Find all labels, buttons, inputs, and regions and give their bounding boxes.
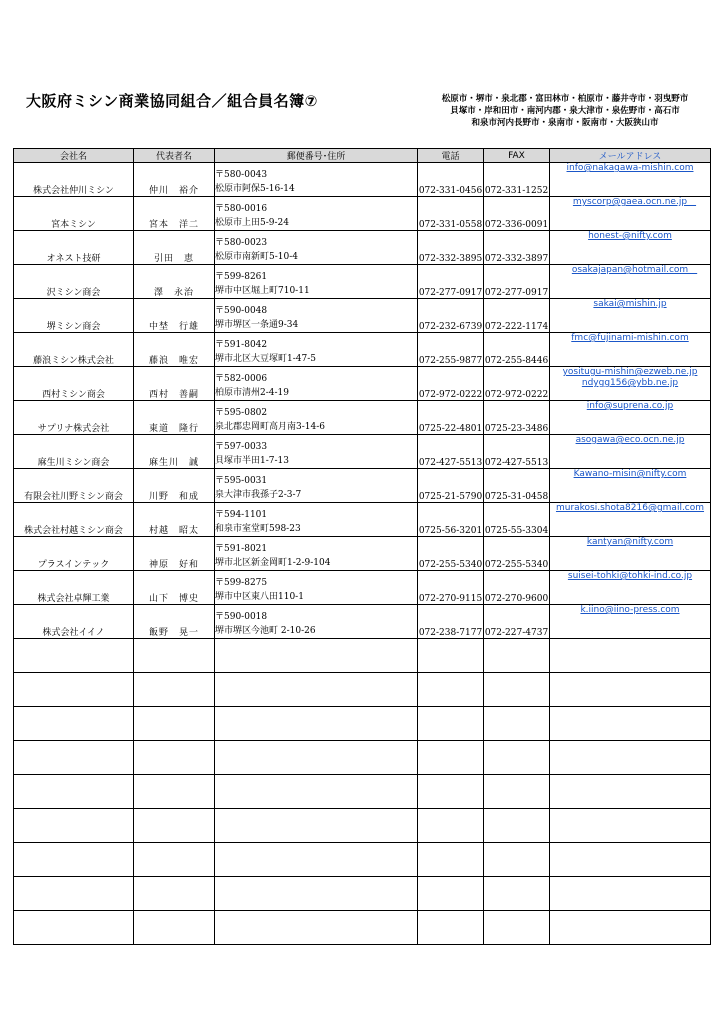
representative-name: 引田 恵 (134, 231, 215, 265)
street-address: 堺市北区新金岡町1-2-9-104 (215, 558, 331, 568)
city-line: 貝塚市・岸和田市・南河内郡・泉大津市・泉佐野市・高石市 (450, 106, 680, 116)
table-row (14, 469, 711, 503)
table-row (14, 367, 711, 401)
empty-cell (134, 911, 215, 945)
empty-cell (484, 877, 550, 911)
empty-cell (418, 639, 484, 673)
street-address: 堺市中区東八田110-1 (215, 592, 304, 602)
empty-cell (418, 843, 484, 877)
col-phone: 電話 (418, 149, 484, 163)
empty-cell (134, 707, 215, 741)
empty-cell (484, 639, 550, 673)
empty-cell (550, 809, 711, 843)
email-cell (550, 537, 711, 571)
empty-cell (550, 741, 711, 775)
empty-cell (484, 741, 550, 775)
col-fax: FAX (484, 149, 550, 163)
empty-cell (134, 877, 215, 911)
empty-cell (418, 775, 484, 809)
col-rep: 代表者名 (134, 149, 215, 163)
table-row (14, 435, 711, 469)
empty-cell (14, 843, 134, 877)
phone-number: 0725-22-4801 (418, 401, 484, 435)
email-cell (550, 163, 711, 197)
col-company: 会社名 (14, 149, 134, 163)
fax-number: 072-255-8446 (484, 333, 550, 367)
phone-number: 072-331-0558 (418, 197, 484, 231)
fax-number: 0725-55-3304 (484, 503, 550, 537)
email-cell (550, 367, 711, 401)
postal-address (215, 299, 418, 333)
representative-name: 仲川 裕介 (134, 163, 215, 197)
email-link[interactable]: asogawa@eco.ocn.ne.jp (575, 435, 685, 445)
phone-number: 0725-56-3201 (418, 503, 484, 537)
company-name: 有限会社川野ミシン商会 (14, 469, 134, 503)
email-cell (550, 571, 711, 605)
empty-cell (134, 843, 215, 877)
representative-name: 山下 博史 (134, 571, 215, 605)
fax-number: 0725-23-3486 (484, 401, 550, 435)
postal-address (215, 333, 418, 367)
postal-code: 〒580-0043 (215, 170, 268, 180)
empty-cell (484, 707, 550, 741)
postal-address (215, 605, 418, 639)
postal-code: 〒582-0006 (215, 374, 268, 384)
empty-row (14, 809, 711, 843)
email-link[interactable]: Kawano-misin@nifty.com (573, 469, 687, 479)
representative-name: 麻生川 誠 (134, 435, 215, 469)
email-link[interactable]: fmc@fujinami-mishin.com (571, 333, 689, 343)
empty-cell (550, 639, 711, 673)
empty-cell (550, 843, 711, 877)
table-row (14, 537, 711, 571)
col-address: 郵便番号･住所 (215, 149, 418, 163)
empty-row (14, 673, 711, 707)
table-row (14, 571, 711, 605)
postal-code: 〒590-0018 (215, 612, 268, 622)
postal-address (215, 231, 418, 265)
company-name: 藤浪ミシン株式会社 (14, 333, 134, 367)
postal-code: 〒591-8042 (215, 340, 268, 350)
company-name: オネスト技研 (14, 231, 134, 265)
empty-row (14, 741, 711, 775)
empty-cell (418, 707, 484, 741)
street-address: 泉大津市我孫子2-3-7 (215, 490, 302, 500)
phone-number: 072-255-9877 (418, 333, 484, 367)
phone-number: 0725-21-5790 (418, 469, 484, 503)
empty-cell (550, 673, 711, 707)
representative-name: 神原 好和 (134, 537, 215, 571)
empty-cell (418, 877, 484, 911)
postal-code: 〒599-8275 (215, 578, 268, 588)
postal-address (215, 401, 418, 435)
company-name: 麻生川ミシン商会 (14, 435, 134, 469)
fax-number: 072-222-1174 (484, 299, 550, 333)
representative-name: 藤浪 唯宏 (134, 333, 215, 367)
fax-number: 0725-31-0458 (484, 469, 550, 503)
empty-cell (550, 707, 711, 741)
fax-number: 072-255-5340 (484, 537, 550, 571)
empty-cell (484, 775, 550, 809)
email-link[interactable]: osakajapan@hotmail.com (571, 265, 698, 275)
empty-cell (14, 639, 134, 673)
empty-cell (215, 911, 418, 945)
table-row (14, 299, 711, 333)
email-link[interactable]: sakai@mishin.jp (593, 299, 667, 309)
fax-number: 072-331-1252 (484, 163, 550, 197)
phone-number: 072-238-7177 (418, 605, 484, 639)
empty-cell (550, 877, 711, 911)
city-line: 和泉市河内長野市・泉南市・阪南市・大阪狭山市 (471, 118, 659, 128)
empty-cell (418, 911, 484, 945)
empty-cell (134, 639, 215, 673)
empty-row (14, 911, 711, 945)
empty-cell (484, 809, 550, 843)
empty-row (14, 843, 711, 877)
email-cell (550, 605, 711, 639)
empty-cell (484, 843, 550, 877)
fax-number: 072-427-5513 (484, 435, 550, 469)
email-link[interactable]: suisei-tohki@tohki-ind.co.jp (567, 571, 693, 581)
email-link[interactable]: info@suprena.co.jp (586, 401, 674, 411)
phone-number: 072-332-3895 (418, 231, 484, 265)
empty-row (14, 707, 711, 741)
empty-cell (215, 877, 418, 911)
representative-name: 川野 和成 (134, 469, 215, 503)
phone-number: 072-232-6739 (418, 299, 484, 333)
company-name: 宮本ミシン (14, 197, 134, 231)
empty-cell (134, 741, 215, 775)
street-address: 松原市阿保5-16-14 (215, 184, 295, 194)
empty-cell (14, 741, 134, 775)
empty-cell (14, 911, 134, 945)
table-row (14, 163, 711, 197)
table-row (14, 401, 711, 435)
email-link[interactable]: kantyan@nifty.com (586, 537, 674, 547)
street-address: 貝塚市半田1-7-13 (215, 456, 289, 466)
email-link[interactable]: info@nakagawa-mishin.com (566, 163, 694, 173)
postal-address (215, 435, 418, 469)
page-title: 大阪府ミシン商業協同組合／組合員名簿⑦ (26, 92, 318, 110)
representative-name: 村越 昭太 (134, 503, 215, 537)
email-cell (550, 435, 711, 469)
empty-cell (484, 911, 550, 945)
empty-cell (14, 707, 134, 741)
fax-number: 072-332-3897 (484, 231, 550, 265)
email-cell (550, 401, 711, 435)
postal-code: 〒597-0033 (215, 442, 268, 452)
email-cell (550, 265, 711, 299)
empty-cell (134, 673, 215, 707)
empty-cell (215, 741, 418, 775)
representative-name: 澤 永治 (134, 265, 215, 299)
postal-address (215, 503, 418, 537)
street-address: 堺市堺区一条通9-34 (215, 320, 299, 330)
fax-number: 072-277-0917 (484, 265, 550, 299)
street-address: 和泉市室堂町598-23 (215, 524, 301, 534)
postal-code: 〒595-0031 (215, 476, 268, 486)
empty-cell (14, 809, 134, 843)
email-cell (550, 299, 711, 333)
company-name: プラスインテック (14, 537, 134, 571)
table-row (14, 197, 711, 231)
table-row (14, 265, 711, 299)
member-table (13, 148, 711, 945)
company-name: 西村ミシン商会 (14, 367, 134, 401)
postal-code: 〒580-0023 (215, 238, 268, 248)
phone-number: 072-427-5513 (418, 435, 484, 469)
company-name: 株式会社卓輝工業 (14, 571, 134, 605)
email-link[interactable]: murakosi.shota8216@gmail.com (555, 503, 705, 513)
header-row (14, 149, 711, 163)
company-name: 株式会社仲川ミシン (14, 163, 134, 197)
empty-cell (215, 775, 418, 809)
email-link[interactable]: ndygg156@ybb.ne.jp (581, 378, 679, 388)
table-row (14, 231, 711, 265)
company-name: 株式会社村越ミシン商会 (14, 503, 134, 537)
postal-address (215, 469, 418, 503)
table-row (14, 503, 711, 537)
city-line: 松原市・堺市・泉北郡・富田林市・柏原市・藤井寺市・羽曳野市 (441, 94, 689, 104)
empty-cell (14, 673, 134, 707)
empty-cell (14, 775, 134, 809)
postal-address (215, 265, 418, 299)
empty-cell (134, 775, 215, 809)
empty-cell (215, 809, 418, 843)
empty-cell (215, 639, 418, 673)
empty-cell (484, 673, 550, 707)
street-address: 泉北郡忠岡町高月南3-14-6 (215, 422, 325, 432)
phone-number: 072-277-0917 (418, 265, 484, 299)
postal-code: 〒591-8021 (215, 544, 268, 554)
postal-address (215, 537, 418, 571)
company-name: サプリナ株式会社 (14, 401, 134, 435)
email-cell (550, 197, 711, 231)
fax-number: 072-972-0222 (484, 367, 550, 401)
empty-cell (418, 673, 484, 707)
city-list (420, 93, 710, 129)
representative-name: 中埜 行雄 (134, 299, 215, 333)
email-cell (550, 469, 711, 503)
fax-number: 072-270-9600 (484, 571, 550, 605)
company-name: 株式会社イイノ (14, 605, 134, 639)
table-row (14, 605, 711, 639)
empty-cell (550, 911, 711, 945)
empty-cell (550, 775, 711, 809)
street-address: 柏原市清州2-4-19 (215, 388, 289, 398)
email-link[interactable]: k.iino@iino-press.com (580, 605, 680, 615)
phone-number: 072-255-5340 (418, 537, 484, 571)
email-link[interactable]: honest-@nifty.com (588, 231, 672, 241)
email-cell (550, 231, 711, 265)
empty-row (14, 877, 711, 911)
table-row (14, 333, 711, 367)
fax-number: 072-227-4737 (484, 605, 550, 639)
empty-cell (14, 877, 134, 911)
representative-name: 宮本 洋二 (134, 197, 215, 231)
representative-name: 東道 隆行 (134, 401, 215, 435)
email-cell (550, 503, 711, 537)
empty-cell (134, 809, 215, 843)
street-address: 松原市上田5-9-24 (215, 218, 289, 228)
representative-name: 西村 善嗣 (134, 367, 215, 401)
company-name: 沢ミシン商会 (14, 265, 134, 299)
empty-cell (418, 741, 484, 775)
street-address: 松原市南新町5-10-4 (215, 252, 298, 262)
email-link[interactable]: yositugu-mishin@ezweb.ne.jp (562, 367, 698, 377)
postal-address (215, 163, 418, 197)
postal-address (215, 571, 418, 605)
member-rows (14, 163, 711, 945)
postal-address (215, 197, 418, 231)
postal-address (215, 367, 418, 401)
email-cell (550, 333, 711, 367)
phone-number: 072-331-0456 (418, 163, 484, 197)
empty-cell (215, 843, 418, 877)
empty-row (14, 639, 711, 673)
empty-cell (418, 809, 484, 843)
fax-number: 072-336-0091 (484, 197, 550, 231)
postal-code: 〒599-8261 (215, 272, 268, 282)
postal-code: 〒590-0048 (215, 306, 268, 316)
empty-row (14, 775, 711, 809)
representative-name: 飯野 晃一 (134, 605, 215, 639)
empty-cell (215, 707, 418, 741)
street-address: 堺市北区大豆塚町1-47-5 (215, 354, 316, 364)
postal-code: 〒595-0802 (215, 408, 268, 418)
phone-number: 072-972-0222 (418, 367, 484, 401)
empty-cell (215, 673, 418, 707)
street-address: 堺市堺区今池町 2-10-26 (215, 626, 316, 636)
postal-code: 〒594-1101 (215, 510, 268, 520)
street-address: 堺市中区堀上町710-11 (215, 286, 310, 296)
col-email: メールアドレス (550, 149, 711, 163)
postal-code: 〒580-0016 (215, 204, 268, 214)
company-name: 堺ミシン商会 (14, 299, 134, 333)
phone-number: 072-270-9115 (418, 571, 484, 605)
email-link[interactable]: myscorp@gaea.ocn.ne.jp (572, 197, 697, 207)
